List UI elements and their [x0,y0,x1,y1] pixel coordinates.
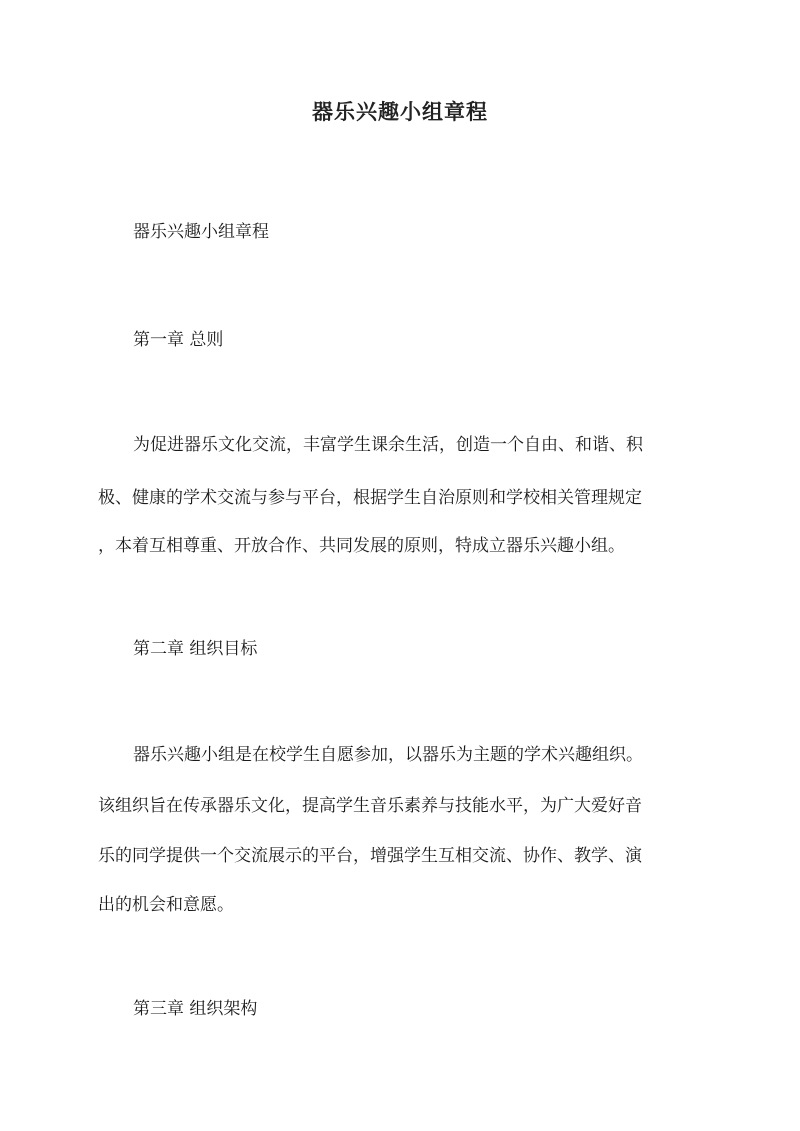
chapter-2-text-line: 乐的同学提供一个交流展示的平台，增强学生互相交流、协作、教学、演 [98,846,642,866]
chapter-1-text-line: 极、健康的学术交流与参与平台，根据学生自治原则和学校相关管理规定 [98,488,642,508]
chapter-2-heading: 第二章 组织目标 [133,639,258,659]
chapter-3-heading: 第三章 组织架构 [133,999,258,1019]
chapter-1-text-line: ，本着互相尊重、开放合作、共同发展的原则，特成立器乐兴趣小组。 [98,536,625,556]
chapter-2-text-line: 该组织旨在传承器乐文化，提高学生音乐素养与技能水平，为广大爱好音 [98,796,642,816]
chapter-2-text-line: 器乐兴趣小组是在校学生自愿参加，以器乐为主题的学术兴趣组织。 [133,745,643,765]
document-title: 器乐兴趣小组章程 [312,99,488,124]
document-subtitle: 器乐兴趣小组章程 [133,222,269,242]
chapter-2-text-line: 出的机会和意愿。 [98,895,234,915]
chapter-1-heading: 第一章 总则 [133,330,224,350]
chapter-1-text-line: 为促进器乐文化交流，丰富学生课余生活，创造一个自由、和谐、积 [133,435,643,455]
